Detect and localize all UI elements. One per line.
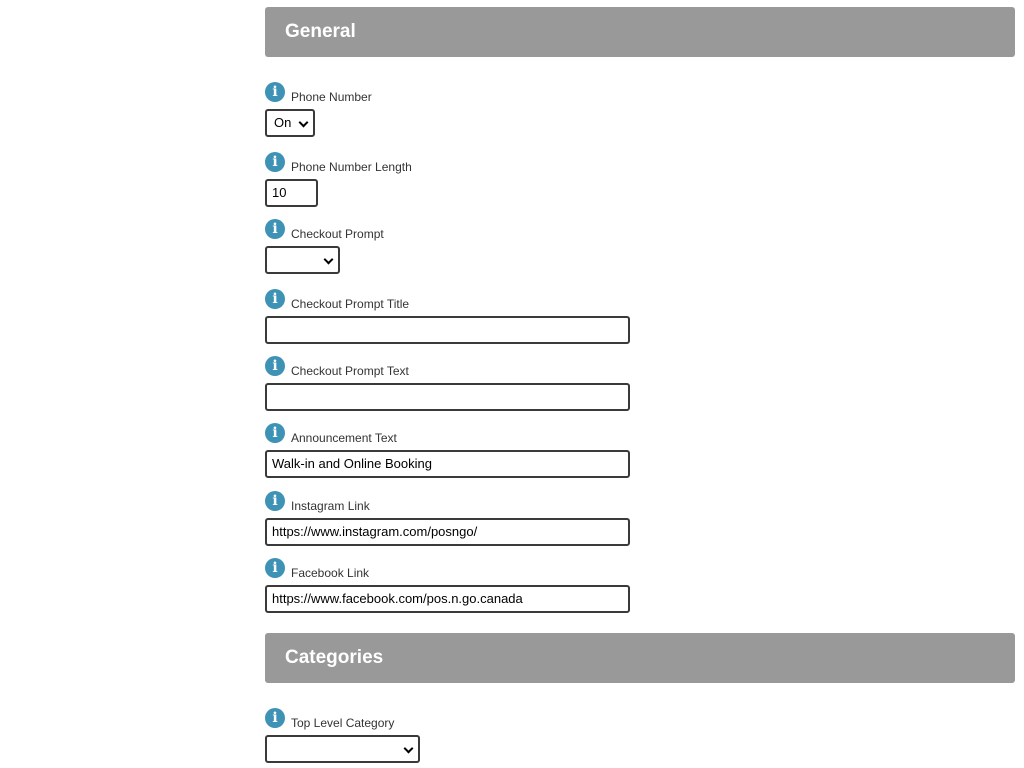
field-label: Top Level Category — [291, 716, 395, 730]
info-icon[interactable]: i — [265, 219, 285, 239]
field-label: Instagram Link — [291, 499, 370, 513]
field-phone-number — [265, 82, 372, 137]
field-phone-number-length — [265, 152, 412, 207]
phone-number-length-input[interactable] — [265, 179, 318, 207]
info-icon[interactable]: i — [265, 708, 285, 728]
field-label: Announcement Text — [291, 431, 397, 445]
field-label: Checkout Prompt Title — [291, 297, 410, 311]
input-value: https://www.instagram.com/posngo/ — [272, 524, 478, 539]
input-value: 10 — [272, 185, 287, 200]
field-label: Checkout Prompt — [291, 227, 384, 241]
checkout-prompt-select[interactable] — [265, 246, 340, 274]
instagram-link-input[interactable] — [265, 518, 630, 546]
info-icon[interactable]: i — [265, 356, 285, 376]
field-instagram-link — [265, 491, 630, 546]
facebook-link-input[interactable] — [265, 585, 630, 613]
field-announcement-text — [265, 423, 630, 478]
section-title: Categories — [285, 647, 384, 668]
field-label: Checkout Prompt Text — [291, 364, 409, 378]
info-icon[interactable]: i — [265, 558, 285, 578]
input-value: Walk-in and Online Booking — [272, 456, 432, 471]
field-label: Phone Number Length — [291, 160, 412, 174]
section-header-categories — [265, 633, 1015, 683]
field-top-level-category — [265, 708, 420, 763]
top-level-category-select[interactable] — [265, 735, 420, 763]
field-facebook-link — [265, 558, 630, 613]
section-header-general — [265, 7, 1015, 57]
info-icon[interactable]: i — [265, 491, 285, 511]
select-value: On — [274, 115, 292, 130]
field-checkout-prompt — [265, 219, 384, 274]
field-checkout-prompt-text — [265, 356, 630, 411]
info-icon[interactable]: i — [265, 152, 285, 172]
field-label: Phone Number — [291, 90, 372, 104]
input-value: https://www.facebook.com/pos.n.go.canada — [272, 591, 523, 606]
info-icon[interactable]: i — [265, 289, 285, 309]
info-icon[interactable]: i — [265, 82, 285, 102]
section-title: General — [285, 21, 356, 42]
field-label: Facebook Link — [291, 566, 370, 580]
checkout-prompt-text-input[interactable] — [265, 383, 630, 411]
info-icon[interactable]: i — [265, 423, 285, 443]
field-checkout-prompt-title — [265, 289, 630, 344]
phone-number-select[interactable] — [265, 109, 315, 137]
announcement-text-input[interactable] — [265, 450, 630, 478]
checkout-prompt-title-input[interactable] — [265, 316, 630, 344]
